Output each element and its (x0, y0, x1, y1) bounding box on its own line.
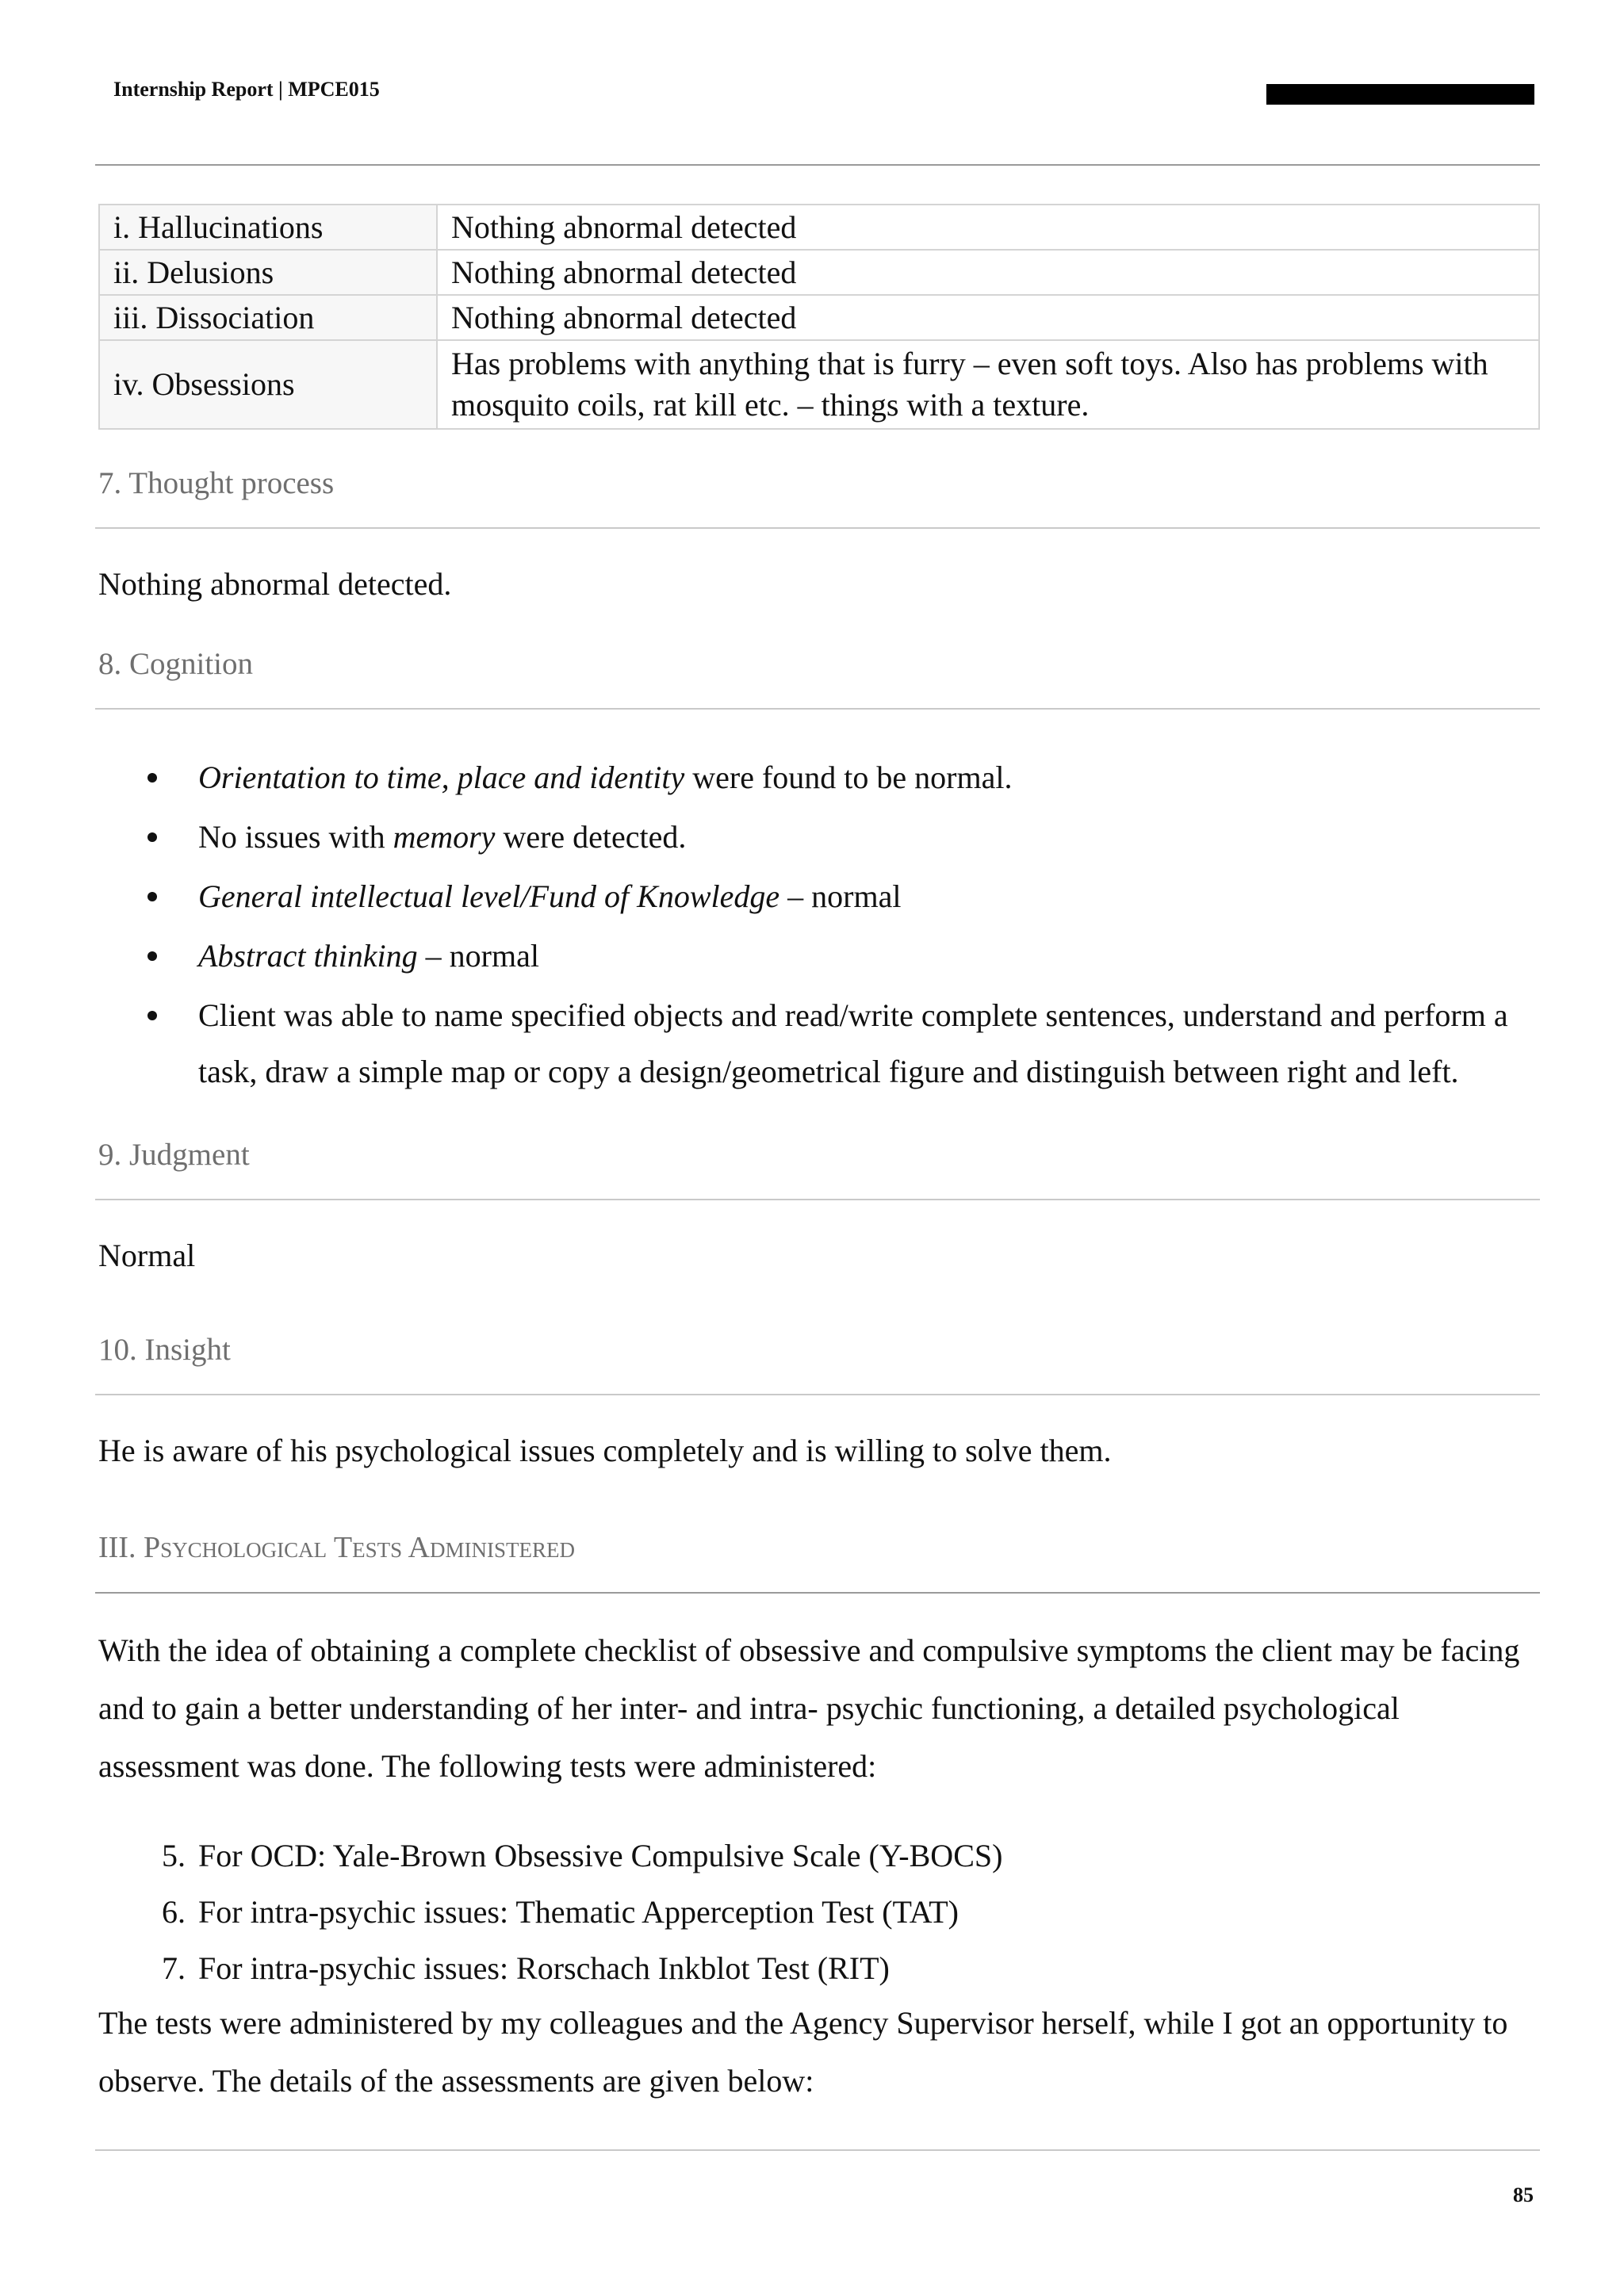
table-cell-label: iv. Obsessions (99, 340, 437, 429)
table-row (99, 250, 1539, 295)
thought-process-text: Nothing abnormal detected. (98, 566, 452, 602)
insight-text: He is aware of his psychological issues completely and is willing to solve them. (98, 1433, 1112, 1468)
list-item (146, 1884, 1542, 1940)
list-item (146, 809, 1542, 865)
list-number: 6. (162, 1894, 186, 1930)
item-text: Client was able to name specified objects and read/write complete sentences, understand and perform a task, draw a simple map or copy a design/geometrical figure and distinguish between right and left. (198, 997, 1508, 1089)
mental-status-table (98, 204, 1540, 430)
bullet-icon (147, 1011, 157, 1020)
item-text: were detected. (495, 819, 687, 855)
item-text: For intra-psychic issues: Thematic Apperception Test (TAT) (198, 1894, 959, 1930)
emphasis-text: memory (393, 819, 496, 855)
table-row (99, 295, 1539, 340)
table-cell-value: Nothing abnormal detected (437, 205, 1539, 250)
list-number: 5. (162, 1838, 186, 1873)
item-text: For intra-psychic issues: Rorschach Inkblot Test (RIT) (198, 1950, 890, 1986)
table-cell-label: iii. Dissociation (99, 295, 437, 340)
header-rule (95, 164, 1540, 166)
bullet-icon (147, 951, 157, 961)
list-item (146, 1940, 1542, 1996)
item-text: For OCD: Yale-Brown Obsessive Compulsive Scale (Y-BOCS) (198, 1838, 1003, 1873)
bullet-icon (147, 773, 157, 783)
section-heading-insight: 10. Insight (98, 1333, 231, 1367)
redaction-bar (1266, 84, 1534, 105)
tests-intro-paragraph: With the idea of obtaining a complete checklist of obsessive and compulsive symptoms the client may be facing and to gain a better understanding of her inter- and intra- psychic functioning, a detailed psychological assessment was done. The following tests were administered: (98, 1632, 1520, 1784)
section-heading-cognition: 8. Cognition (98, 647, 254, 681)
list-item (146, 1827, 1542, 1884)
tests-closing-paragraph: The tests were administered by my colleagues and the Agency Supervisor herself, while I got an opportunity to observe. The details of the assessments are given below: (98, 2005, 1508, 2099)
table-row (99, 340, 1539, 429)
section-rule (95, 1592, 1540, 1594)
table-row (99, 205, 1539, 250)
section-rule (95, 708, 1540, 710)
list-number: 7. (162, 1950, 186, 1986)
item-text: were found to be normal. (684, 760, 1013, 795)
page-number: 85 (1513, 2183, 1534, 2206)
section-heading-judgment: 9. Judgment (98, 1138, 250, 1172)
emphasis-text: Orientation to time, place and identity (198, 760, 685, 795)
section-rule (95, 1394, 1540, 1395)
table-cell-label: i. Hallucinations (99, 205, 437, 250)
header-title: Internship Report | MPCE015 (113, 78, 380, 101)
list-item (146, 749, 1542, 806)
bullet-icon (147, 832, 157, 842)
item-text: – normal (779, 878, 902, 914)
emphasis-text: Abstract thinking (198, 938, 418, 974)
list-item (146, 868, 1542, 924)
section-heading-tests: III. Psychological Tests Administered (98, 1531, 575, 1564)
bullet-icon (147, 892, 157, 901)
section-rule (95, 527, 1540, 529)
table-cell-value: Nothing abnormal detected (437, 250, 1539, 295)
judgment-text: Normal (98, 1238, 196, 1273)
list-item (146, 928, 1542, 984)
section-rule (95, 1199, 1540, 1200)
table-cell-value: Has problems with anything that is furry – even soft toys. Also has problems with mosquito coils, rat kill etc. – things with a texture. (437, 340, 1539, 429)
table-cell-label: ii. Delusions (99, 250, 437, 295)
item-text: – normal (417, 938, 539, 974)
footer-rule (95, 2149, 1540, 2151)
item-text: No issues with (198, 819, 393, 855)
cognition-list (146, 749, 1542, 1103)
section-heading-thought-process: 7. Thought process (98, 466, 335, 500)
emphasis-text: General intellectual level/Fund of Knowledge (198, 878, 780, 914)
tests-list (146, 1827, 1542, 1996)
list-item (146, 987, 1542, 1100)
table-cell-value: Nothing abnormal detected (437, 295, 1539, 340)
